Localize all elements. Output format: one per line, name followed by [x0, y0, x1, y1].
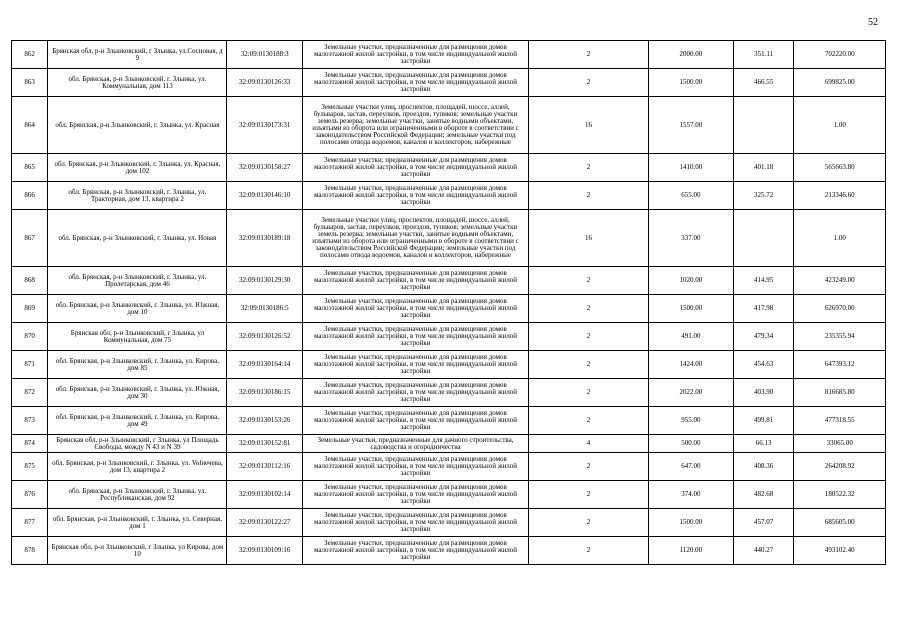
cell-address: обл. Брянская, р-н Злынковский, г. Злынка, ул. Тракторная, дом 13, квартира 2	[48, 182, 227, 210]
cell-address: обл. Брянская, р-н Злынковский, г. Злынка, ул. Кирова, дом 49	[48, 407, 227, 435]
cell-specific-value: 401.18	[733, 154, 794, 182]
cell-cadastral-value: 235355.94	[794, 323, 886, 351]
cell-use-group: 2	[529, 154, 649, 182]
cell-land-use: Земельные участки, предназначенные для размещения домов малоэтажной жилой застройки, в том числе индивидуальной жилой застройки	[302, 182, 528, 210]
cell-cadastral-number: 32:09:0130126:33	[227, 69, 302, 97]
cell-number: 868	[12, 267, 48, 295]
cell-use-group: 16	[529, 97, 649, 154]
cell-cadastral-number: 32:09:0130173:31	[227, 97, 302, 154]
cell-address: обл. Брянская, р-н Злынковский, г. Злынка, ул. Кирова, дом 85	[48, 351, 227, 379]
cell-specific-value: 408.36	[733, 453, 794, 481]
cell-land-use: Земельные участки улиц, проспектов, площадей, шоссе, аллей, бульваров, застав, переулков, проездов, тупиков; земельные участки земель резерва; земельные участки, занятые водными объектами, изъятыми из оборота или ограниченными в обороте в соответствии с законодательством Российской Федерации; земельные участки под полосами отвода водоемов, каналов и коллекторов, набережные	[302, 210, 528, 267]
cell-specific-value: 417.98	[733, 295, 794, 323]
table-row	[12, 537, 886, 565]
cell-number: 865	[12, 154, 48, 182]
cell-specific-value: 457.07	[733, 509, 794, 537]
cell-specific-value: 414.95	[733, 267, 794, 295]
cell-cadastral-number: 32:09:0130109:16	[227, 537, 302, 565]
cell-cadastral-number: 32:09:0130102:14	[227, 481, 302, 509]
cell-specific-value: 351.11	[733, 41, 794, 69]
cell-cadastral-value: 180522.32	[794, 481, 886, 509]
cell-land-use: Земельные участки, предназначенные для размещения домов малоэтажной жилой застройки, в том числе индивидуальной жилой застройки	[302, 69, 528, 97]
cell-number: 870	[12, 323, 48, 351]
cell-cadastral-number: 32:09:0130186:5	[227, 295, 302, 323]
cell-specific-value	[733, 97, 794, 154]
cell-cadastral-number: 32:09:0130189:18	[227, 210, 302, 267]
cell-land-use: Земельные участки, предназначенные для размещения домов малоэтажной жилой застройки, в том числе индивидуальной жилой застройки	[302, 351, 528, 379]
cell-cadastral-value: 702220.00	[794, 41, 886, 69]
cell-area: 337.00	[648, 210, 733, 267]
cell-number: 876	[12, 481, 48, 509]
table-row	[12, 407, 886, 435]
cell-specific-value	[733, 210, 794, 267]
cell-specific-value: 482.68	[733, 481, 794, 509]
cell-address: обл. Брянская, р-н Злынковский, г. Злынка, ул. Южная, дом 30	[48, 379, 227, 407]
cell-use-group: 2	[529, 323, 649, 351]
cell-address: обл. Брянская, р-н Злынковский, г. Злынка, ул. Пролетарская, дом 46	[48, 267, 227, 295]
cell-number: 872	[12, 379, 48, 407]
cell-use-group: 2	[529, 69, 649, 97]
cell-use-group: 2	[529, 481, 649, 509]
table-row	[12, 267, 886, 295]
cell-number: 864	[12, 97, 48, 154]
cell-use-group: 2	[529, 379, 649, 407]
cell-specific-value: 325.72	[733, 182, 794, 210]
cell-cadastral-number: 32:09:0130146:10	[227, 182, 302, 210]
cell-number: 874	[12, 435, 48, 453]
cell-cadastral-value: 816685.80	[794, 379, 886, 407]
cell-specific-value: 440.27	[733, 537, 794, 565]
cell-cadastral-value: 264208.92	[794, 453, 886, 481]
cell-cadastral-value: 685605.00	[794, 509, 886, 537]
cell-use-group: 2	[529, 453, 649, 481]
cell-cadastral-number: 32:09:0130186:15	[227, 379, 302, 407]
cell-land-use: Земельные участки, предназначенные для размещения домов малоэтажной жилой застройки, в том числе индивидуальной жилой застройки	[302, 267, 528, 295]
cell-address: обл. Брянская, р-н Злынковский, г. Злынка, ул. Республиканская, дом 92	[48, 481, 227, 509]
cell-number: 869	[12, 295, 48, 323]
table-row	[12, 97, 886, 154]
table-row	[12, 379, 886, 407]
cell-area: 2022.00	[648, 379, 733, 407]
cell-address: Брянская обл, р-н Злынковский, г Злынка, ул Площадь Свободы, между N 43 и N 39	[48, 435, 227, 453]
cell-cadastral-value: 626970.00	[794, 295, 886, 323]
cell-specific-value: 499.81	[733, 407, 794, 435]
cell-area: 491.00	[648, 323, 733, 351]
table-row	[12, 453, 886, 481]
cell-cadastral-value: 493102.40	[794, 537, 886, 565]
cell-area: 1120.00	[648, 537, 733, 565]
cell-number: 878	[12, 537, 48, 565]
cell-area: 1500.00	[648, 69, 733, 97]
cell-cadastral-number: 32:09:0130153:26	[227, 407, 302, 435]
cell-cadastral-number: 32:09:0130164:14	[227, 351, 302, 379]
cell-address: обл. Брянская, р-н Злынковский, г. Злынка, ул. Новая	[48, 210, 227, 267]
cell-area: 655.00	[648, 182, 733, 210]
cell-number: 862	[12, 41, 48, 69]
cell-cadastral-value: 423249.00	[794, 267, 886, 295]
table-row	[12, 481, 886, 509]
cell-land-use: Земельные участки, предназначенные для размещения домов малоэтажной жилой застройки, в том числе индивидуальной жилой застройки	[302, 379, 528, 407]
cell-number: 863	[12, 69, 48, 97]
cell-address: Брянская обл, р-н Злынковский, г Злынка, ул Кирова, дом 10	[48, 537, 227, 565]
cell-address: обл. Брянская, р-н Злынковский, г. Злынка, ул. Коммунальная, дом 113	[48, 69, 227, 97]
land-registry-table	[11, 40, 886, 565]
cell-cadastral-value: 1.00	[794, 97, 886, 154]
cell-land-use: Земельные участки улиц, проспектов, площадей, шоссе, аллей, бульваров, застав, переулков, проездов, тупиков; земельные участки земель резерва; земельные участки, занятые водными объектами, изъятыми из оборота или ограниченными в обороте в соответствии с законодательством Российской Федерации; земельные участки под полосами отвода водоемов, каналов и коллекторов, набережные	[302, 97, 528, 154]
cell-address: обл. Брянская, р-н Злынковский, г. Злынка, ул. Красная	[48, 97, 227, 154]
cell-land-use: Земельные участки, предназначенные для размещения домов малоэтажной жилой застройки, в том числе индивидуальной жилой застройки	[302, 323, 528, 351]
cell-area: 1557.00	[648, 97, 733, 154]
cell-address: Брянская обл, р-н Злынковский, г Злынка, ул.Сосновая, д 9	[48, 41, 227, 69]
cell-area: 1020.00	[648, 267, 733, 295]
cell-cadastral-number: 32:09:0130188:3	[227, 41, 302, 69]
cell-area: 647.00	[648, 453, 733, 481]
cell-use-group: 2	[529, 295, 649, 323]
cell-address: обл. Брянская, р-н Злынковский, г. Злынка, ул. Северная, дом 1	[48, 509, 227, 537]
cell-land-use: Земельные участки, предназначенные для размещения домов малоэтажной жилой застройки, в том числе индивидуальной жилой застройки	[302, 509, 528, 537]
cell-specific-value: 466.55	[733, 69, 794, 97]
cell-use-group: 2	[529, 537, 649, 565]
cell-use-group: 2	[529, 509, 649, 537]
table-row	[12, 351, 886, 379]
table-row	[12, 210, 886, 267]
cell-number: 866	[12, 182, 48, 210]
cell-number: 873	[12, 407, 48, 435]
cell-land-use: Земельные участки, предназначенные для размещения домов малоэтажной жилой застройки, в том числе индивидуальной жилой застройки	[302, 154, 528, 182]
cell-area: 1410.00	[648, 154, 733, 182]
table-row	[12, 41, 886, 69]
cell-area: 1500.00	[648, 295, 733, 323]
cell-address: Брянская обл, р-н Злынковский, г Злынка, ул Коммунальная, дом 75	[48, 323, 227, 351]
cell-cadastral-number: 32:09:0130129:30	[227, 267, 302, 295]
cell-cadastral-value: 33065.00	[794, 435, 886, 453]
cell-cadastral-value: 1.00	[794, 210, 886, 267]
table-row	[12, 323, 886, 351]
cell-cadastral-value: 699825.00	[794, 69, 886, 97]
cell-use-group: 16	[529, 210, 649, 267]
table-row	[12, 69, 886, 97]
cell-land-use: Земельные участки, предназначенные для размещения домов малоэтажной жилой застройки, в том числе индивидуальной жилой застройки	[302, 407, 528, 435]
cell-cadastral-value: 647393.12	[794, 351, 886, 379]
cell-cadastral-value: 213346.60	[794, 182, 886, 210]
cell-number: 867	[12, 210, 48, 267]
cell-land-use: Земельные участки, предназначенные для размещения домов малоэтажной жилой застройки, в том числе индивидуальной жилой застройки	[302, 481, 528, 509]
cell-cadastral-number: 32:09:0130122:27	[227, 509, 302, 537]
table-row	[12, 509, 886, 537]
cell-use-group: 2	[529, 267, 649, 295]
cell-cadastral-value: 477318.55	[794, 407, 886, 435]
table-body	[12, 41, 886, 565]
page-number: 52	[868, 17, 878, 28]
cell-area: 500.00	[648, 435, 733, 453]
cell-area: 1424.00	[648, 351, 733, 379]
cell-use-group: 2	[529, 182, 649, 210]
cell-use-group: 2	[529, 407, 649, 435]
cell-number: 875	[12, 453, 48, 481]
cell-area: 955.00	[648, 407, 733, 435]
cell-land-use: Земельные участки, предназначенные для размещения домов малоэтажной жилой застройки, в том числе индивидуальной жилой застройки	[302, 295, 528, 323]
cell-use-group: 2	[529, 351, 649, 379]
cell-specific-value: 454.63	[733, 351, 794, 379]
cell-land-use: Земельные участки, предназначенные для размещения домов малоэтажной жилой застройки, в том числе индивидуальной жилой застройки	[302, 41, 528, 69]
cell-number: 871	[12, 351, 48, 379]
cell-use-group: 2	[529, 41, 649, 69]
cell-area: 1500.00	[648, 509, 733, 537]
table-row	[12, 182, 886, 210]
cell-land-use: Земельные участки, предназначенные для дачного строительства, садоводства и огородничества	[302, 435, 528, 453]
cell-land-use: Земельные участки, предназначенные для размещения домов малоэтажной жилой застройки, в том числе индивидуальной жилой застройки	[302, 537, 528, 565]
cell-address: обл. Брянская, р-н Злынковский, г. Злынка, ул. Южная, дом 10	[48, 295, 227, 323]
cell-land-use: Земельные участки, предназначенные для размещения домов малоэтажной жилой застройки, в том числе индивидуальной жилой застройки	[302, 453, 528, 481]
table-row	[12, 154, 886, 182]
cell-area: 2000.00	[648, 41, 733, 69]
cell-specific-value: 66.13	[733, 435, 794, 453]
cell-cadastral-number: 32:09:0130158:27	[227, 154, 302, 182]
cell-use-group: 4	[529, 435, 649, 453]
cell-cadastral-value: 565663.80	[794, 154, 886, 182]
cell-area: 374.00	[648, 481, 733, 509]
cell-address: обл. Брянская, р-н Злынковский, г. Злынка, ул. Volнечева, дом 13, квартира 2	[48, 453, 227, 481]
table-row	[12, 295, 886, 323]
cell-cadastral-number: 32:09:0130126:52	[227, 323, 302, 351]
cell-number: 877	[12, 509, 48, 537]
cell-cadastral-number: 32:09:0130152:81	[227, 435, 302, 453]
cell-cadastral-number: 32:09:0130112:16	[227, 453, 302, 481]
cell-specific-value: 479.34	[733, 323, 794, 351]
cell-address: обл. Брянская, р-н Злынковский, г. Злынка, ул. Красная, дом 102	[48, 154, 227, 182]
cell-specific-value: 403.90	[733, 379, 794, 407]
table-row	[12, 435, 886, 453]
